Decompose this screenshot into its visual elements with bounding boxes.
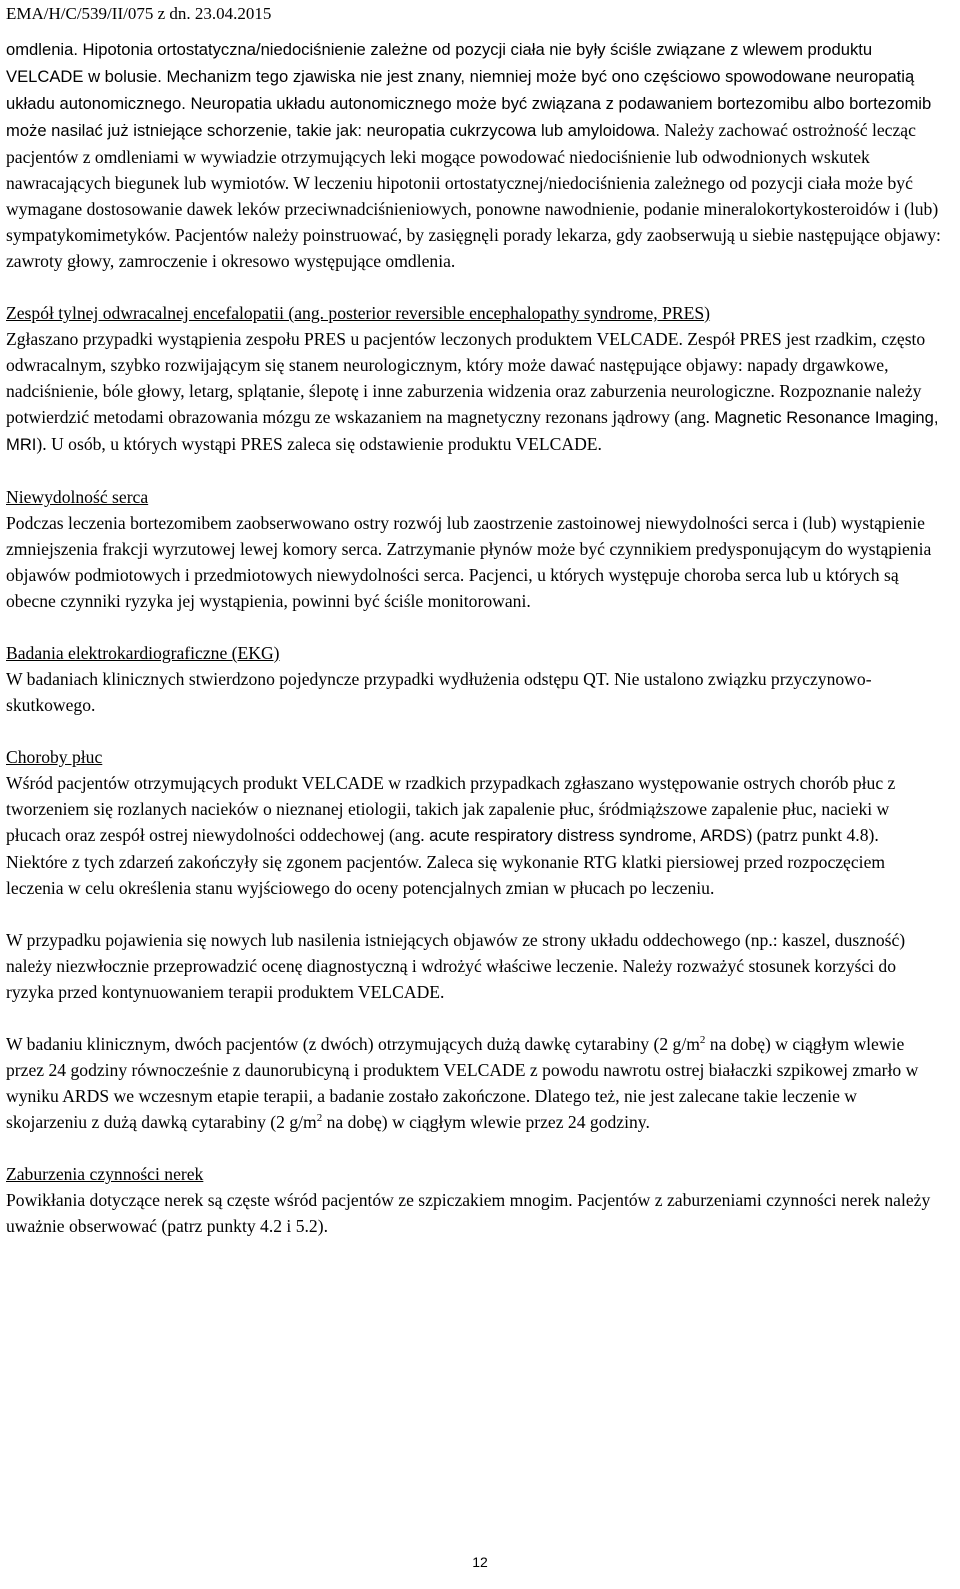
pres-text-1: Zgłaszano przypadki wystąpienia zespołu PRES u pacjentów leczonych produktem VELCADE. Zespół PRES jest rzadkim, często odwracalnym, szybko rozwijającym się stanem neurologicznym, który może dawać następujące objawy: napady drgawkowe, nadciśnienie, bóle głowy, letarg, splątanie, ślepotę i inne zaburzenia widzenia oraz zaburzenia neurologiczne. Rozpoznanie należy potwierdzić metodami obrazowania mózgu ze wskazaniem na magnetyczny rezonans jądrowy (ang. [6,329,926,427]
pres-text-2: ). U osób, u których wystąpi PRES zaleca się odstawienie produktu VELCADE. [36,434,602,454]
section-heading-kidney: Zaburzenia czynności nerek [6,1164,204,1184]
section-pres [6,300,942,458]
document-reference: EMA/H/C/539/II/075 z dn. 23.04.2015 [6,4,272,23]
section-heading-pres: Zespół tylnej odwracalnej encefalopatii (ang. posterior reversible encephalopathy syndrome, PRES) [6,303,711,323]
intro-paragraph [6,36,942,274]
section-heading-heart-failure: Niewydolność serca [6,487,149,507]
section-heading-ekg: Badania elektrokardiograficzne (EKG) [6,643,280,663]
lungs-paragraph-2: W przypadku pojawienia się nowych lub nasilenia istniejących objawów ze strony układu oddechowego (np.: kaszel, duszność) należy niezwłocznie przeprowadzić ocenę diagnostyczną i wdrożyć właściwe leczenie. Należy rozważyć stosunek korzyści do ryzyka przed kontynuowaniem terapii produktem VELCADE. [6,930,906,1002]
pres-paragraph [6,326,942,458]
heart-paragraph: Podczas leczenia bortezomibem zaobserwowano ostry rozwój lub zaostrzenie zastoinowej niewydolności serca i (lub) wystąpienie zmniejszenia frakcji wyrzutowej lewej komory serca. Zatrzymanie płynów może być czynnikiem predysponującym do wystąpienia objawów podmiotowych i przedmiotowych niewydolności serca. Pacjenci, u których występuje choroba serca lub u których są obecne czynniki ryzyka jej wystąpienia, powinni być ściśle monitorowani. [6,513,932,611]
section-ekg [6,640,942,718]
pres-mri-term: Magnetic Resonance Imaging, MRI [6,408,939,454]
lungs-text-2: ) (patrz punkt 4.8). Niektóre z tych zdarzeń zakończyły się zgonem pacjentów. Zaleca się wykonanie RTG klatki piersiowej przed rozpoczęciem leczenia w celu określenia stanu wyjściowego do oceny potencjalnych zmian w płucach po leczeniu. [6,825,886,898]
section-lung-disease [6,744,942,901]
section-kidney [6,1161,942,1239]
lungs-text-1: Wśród pacjentów otrzymujących produkt VELCADE w rzadkich przypadkach zgłaszano występowanie ostrych chorób płuc z tworzeniem się rozlanych nacieków o nieznanej etiologii, takich jak zapalenie płuc, śródmiąższowe zapalenie płuc, nacieki w płucach oraz zespół ostrej niewydolności oddechowej (ang. [6,773,896,845]
document-body [6,36,942,1239]
kidney-paragraph: Powikłania dotyczące nerek są częste wśród pacjentów ze szpiczakiem mnogim. Pacjentów z zaburzeniami czynności nerek należy uważnie obserwować (patrz punkty 4.2 i 5.2). [6,1190,931,1236]
section-heart-failure [6,484,942,614]
lungs-paragraph-3 [6,1031,942,1135]
ekg-paragraph: W badaniach klinicznych stwierdzono pojedyncze przypadki wydłużenia odstępu QT. Nie ustalono związku przyczynowo-skutkowego. [6,669,872,715]
lungs-p3-text-c: na dobę) w ciągłym wlewie przez 24 godziny. [322,1112,650,1132]
lungs-p3-text-b: na dobę) w ciągłym wlewie przez 24 godziny równocześnie z daunorubicyną i produktem VELCADE z powodu nawrotu ostrej białaczki szpikowej zmarło w wyniku ARDS we wczesnym etapie terapii, a badanie zostało zakończone. Dlatego też, nie jest zalecane takie leczenie w skojarzeniu z dużą dawką cytarabiny (2 g/m [6,1034,919,1132]
page-number: 12 [472,1554,488,1570]
intro-sans-text: omdlenia. Hipotonia ortostatyczna/niedociśnienie zależne od pozycji ciała nie były ściśle związane z wlewem produktu VELCADE w bolusie. Mechanizm tego zjawiska nie jest znany, niemniej może być ono częściowo spowodowane neuropatią układu autonomicznego. Neuropatia układu autonomicznego może być związana z podawaniem bortezomibu albo bortezomib może nasilać już istniejące schorzenie, takie jak: neuropatia cukrzycowa lub amyloidowa. [6,40,932,140]
superscript: 2 [316,1112,323,1125]
lungs-p3-text-a: W badaniu klinicznym, dwóch pacjentów (z dwóch) otrzymujących dużą dawkę cytarabiny (2 g/m [6,1034,700,1054]
intro-serif-text: Należy zachować ostrożność lecząc pacjentów z omdleniami w wywiadzie otrzymujących leki mogące powodować niedociśnienie lub odwodnionych wskutek nawracających biegunek lub wymiotów. W leczeniu hipotonii ortostatycznej/niedociśnienia zależnego od pozycji ciała może być wymagane dostosowanie dawek leków przeciwnadciśnieniowych, ponowne nawodnienie, podanie mineralokortykosteroidów i (lub) sympatykomimetyków. Pacjentów należy poinstruować, by zasięgnęli porady lekarza, gdy zaobserwują u siebie następujące objawy: zawroty głowy, zamroczenie i okresowo występujące omdlenia. [6,120,941,271]
lungs-paragraph-1 [6,770,942,901]
lungs-ards-term: acute respiratory distress syndrome, ARDS [429,826,747,845]
section-heading-lung-disease: Choroby płuc [6,747,103,767]
superscript: 2 [699,1034,706,1047]
